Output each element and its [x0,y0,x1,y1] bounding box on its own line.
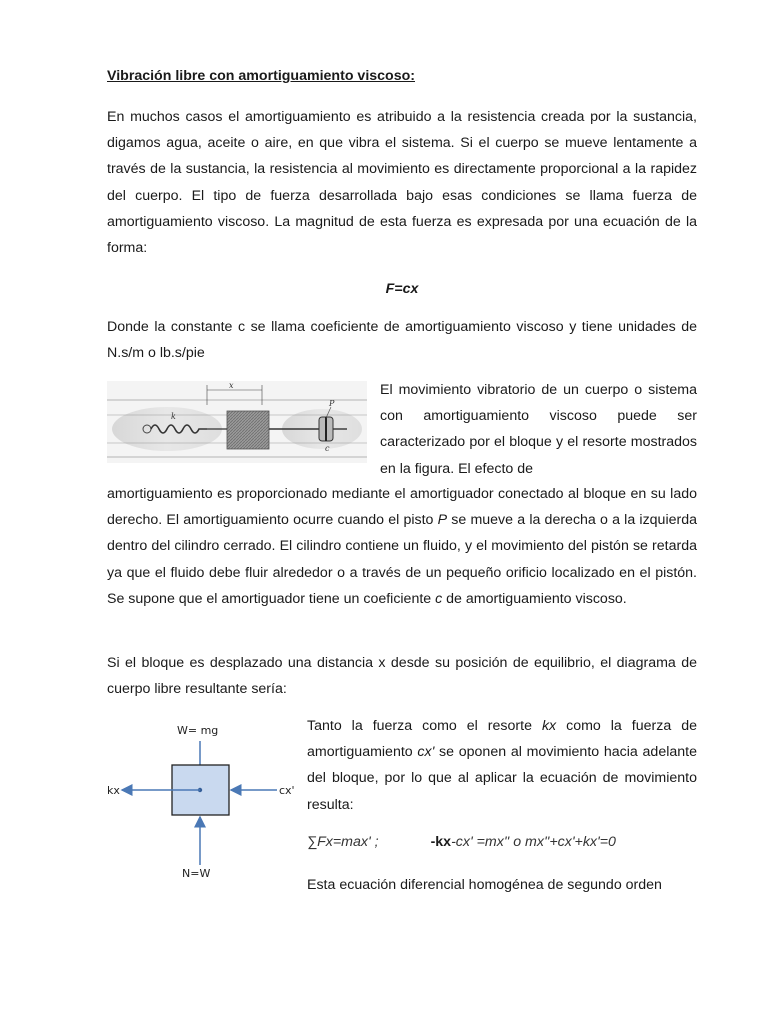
paragraph-system-part1: El movimiento vibratorio de un cuerpo o sistema con amortiguamiento viscoso puede ser caracterizado por el bloque y el resorte mostrados en la figura. El efecto de [380,382,697,477]
label-k: k [171,412,176,421]
label-normal: N=W [182,867,211,880]
spring-damper-figure [107,381,367,463]
label-x: x [229,381,234,390]
label-c: c [325,444,330,453]
text-segment: Tanto la fuerza como el resorte [307,718,542,734]
text-segment: amortiguamiento es proporcionado mediante el amortiguador conectado al bloque en su lado derecho. El amortiguamiento ocurre cuando el pisto [107,486,697,529]
symbol-c: c [435,590,443,607]
label-cx: cx' [279,784,295,797]
equation-kx: -kx [430,834,452,850]
text-segment: se oponen al movimiento hacia adelante del bloque, por lo que al aplicar la ecuación de movimiento resulta: [307,744,697,813]
section-title: Vibración libre con amortiguamiento viscoso: [107,68,415,84]
paragraph-differential: Esta ecuación diferencial homogénea de segundo orden [307,877,662,893]
equation-sum: ∑Fx=max' ; [307,834,379,850]
text-segment: de amortiguamiento viscoso. [442,590,627,607]
free-body-diagram [107,715,307,890]
symbol-p: P [437,512,448,529]
paragraph-forces [307,713,697,818]
paragraph-system-part2 [107,481,697,612]
symbol-kx: kx [541,718,557,734]
label-kx: kx [107,784,120,797]
text-segment: se mueve a la derecha o a la izquierda dentro del cilindro cerrado. El cilindro contiene un fluido, y el movimiento del pistón se retarda ya que el fluido debe fluir alrededor o a través de un pequeño orificio localizado en el pistón. Se supone que el amortiguador tiene un coeficiente [107,512,697,607]
symbol-cx: cx' [417,744,435,761]
equation-rest: -cx' =mx'' o mx''+cx'+kx'=0 [451,834,616,850]
paragraph-intro: En muchos casos el amortiguamiento es atribuido a la resistencia creada por la sustancia, digamos agua, aceite o aire, en que vibra el sistema. Si el cuerpo se mueve lentamente a través de la sustancia, la resistencia al movimiento es directamente proporcional a la rapidez del cuerpo. El tipo de fuerza desarrollada bajo esas condiciones se llama fuerza de amortiguamiento viscoso. La magnitud de esta fuerza es expresada por una ecuación de la forma: [107,109,697,257]
label-p: P [329,399,335,408]
paragraph-coefficient: Donde la constante c se llama coeficiente de amortiguamiento viscoso y tiene unidades de N.s/m o lb.s/pie [107,319,697,362]
equation-motion [307,829,697,855]
text-segment: como la fuerza de amortiguamiento [307,718,697,761]
block-mass [227,411,269,449]
label-weight: W= mg [177,724,219,737]
equation-damping-force: F=cx [385,281,419,297]
paragraph-displacement: Si el bloque es desplazado una distancia x desde su posición de equilibrio, el diagrama de cuerpo libre resultante sería: [107,655,697,698]
